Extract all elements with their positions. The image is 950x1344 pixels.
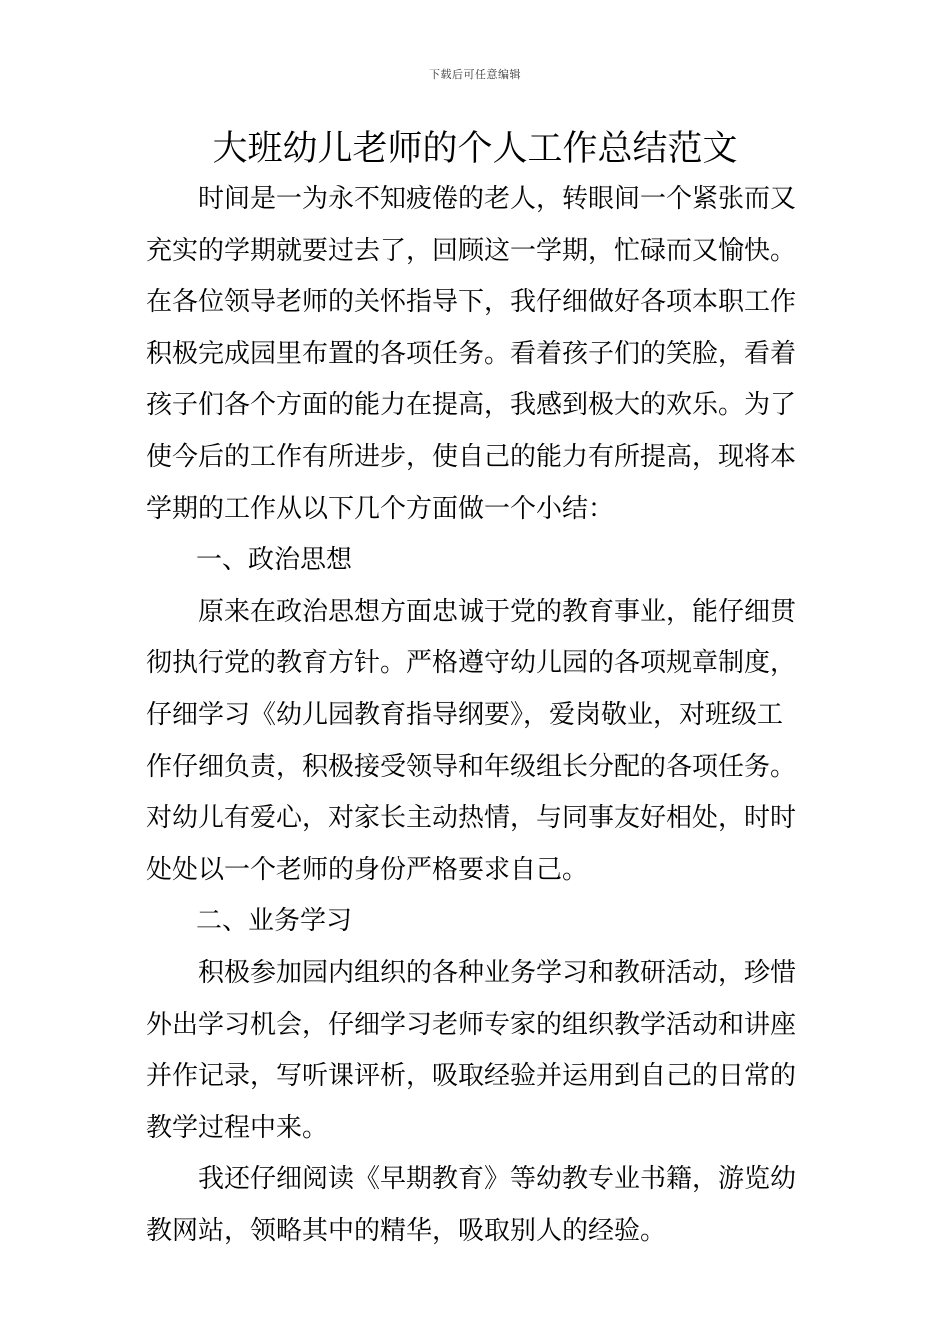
document-title: 大班幼儿老师的个人工作总结范文 xyxy=(212,129,738,169)
study-paragraph-1 xyxy=(146,948,810,1154)
paragraph-line: 使今后的工作有所进步，使自己的能力有所提高，现将本 xyxy=(146,441,797,472)
paragraph-line: 处处以一个老师的身份严格要求自己。 xyxy=(146,854,589,885)
paragraph-line: 外出学习机会，仔细学习老师专家的组织教学活动和讲座 xyxy=(146,1009,797,1040)
paragraph-line: 教学过程中来。 xyxy=(146,1112,329,1143)
paragraph-line: 积极完成园里布置的各项任务。看着孩子们的笑脸，看着 xyxy=(146,338,797,369)
paragraph-line: 原来在政治思想方面忠诚于党的教育事业，能仔细贯 xyxy=(198,596,797,627)
paragraph-line: 在各位领导老师的关怀指导下，我仔细做好各项本职工作 xyxy=(146,287,797,318)
paragraph-line: 作仔细负责，积极接受领导和年级组长分配的各项任务。 xyxy=(146,751,797,782)
paragraph-line: 教网站，领略其中的精华，吸取别人的经验。 xyxy=(146,1215,667,1246)
document-body xyxy=(146,174,810,1257)
paragraph-line: 充实的学期就要过去了，回顾这一学期，忙碌而又愉快。 xyxy=(146,235,797,266)
section-heading-political: 一、政治思想 xyxy=(196,545,353,576)
paragraph-line: 时间是一为永不知疲倦的老人，转眼间一个紧张而又 xyxy=(198,184,797,214)
paragraph-line: 孩子们各个方面的能力在提高，我感到极大的欢乐。为了 xyxy=(146,390,797,421)
paragraph-line: 并作记录，写听课评析，吸取经验并运用到自己的日常的 xyxy=(146,1061,797,1092)
section-heading-study: 二、业务学习 xyxy=(196,906,353,937)
paragraph-line: 仔细学习《幼儿园教育指导纲要》，爱岗敬业，对班级工 xyxy=(146,699,784,730)
paragraph-line: 我还仔细阅读《早期教育》等幼教专业书籍，游览幼 xyxy=(198,1164,797,1195)
paragraph-line: 积极参加园内组织的各种业务学习和教研活动，珍惜 xyxy=(198,957,797,988)
header-note: 下载后可任意编辑 xyxy=(429,68,521,81)
intro-paragraph xyxy=(146,174,810,535)
study-paragraph-2 xyxy=(146,1154,810,1257)
paragraph-line: 学期的工作从以下几个方面做一个小结： xyxy=(146,493,615,524)
paragraph-line: 彻执行党的教育方针。严格遵守幼儿园的各项规章制度， xyxy=(146,648,797,679)
political-paragraph xyxy=(146,587,810,897)
paragraph-line: 对幼儿有爱心，对家长主动热情，与同事友好相处，时时 xyxy=(146,803,797,834)
